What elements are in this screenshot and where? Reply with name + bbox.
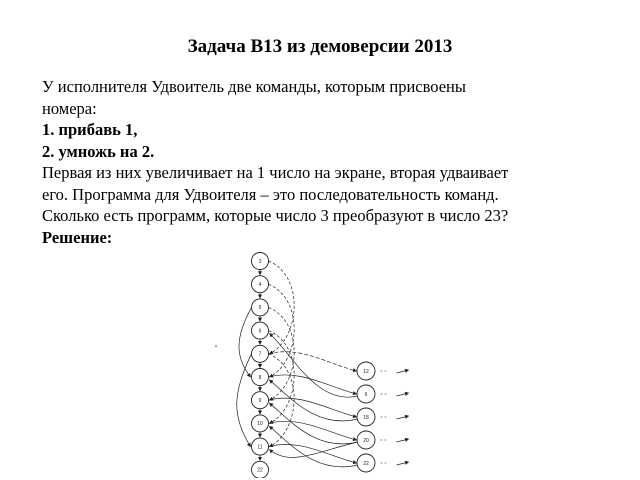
node-label: 12 [363,368,369,375]
left-node [252,322,269,339]
node-label: 6 [258,328,262,335]
node-label: 6 [364,391,368,398]
node-label: 4 [258,282,262,288]
intro-line-2: номера: [42,98,97,118]
left-node [252,392,269,409]
text-line-2: его. Программа для Удвоителя – это последовательность команд. [42,184,499,204]
node-label: 22 [363,460,369,467]
edge-out [397,439,409,442]
solution-graph [200,248,420,478]
left-node [252,415,269,432]
node-label: 10 [257,421,263,428]
edge-out [397,370,409,373]
left-node [252,461,269,478]
right-node [357,385,375,403]
left-node [252,276,269,293]
edge-to-left [270,334,358,398]
node-label: 7 [258,351,262,358]
command-1: 1. прибавь 1, [42,120,138,139]
edge-out [397,393,409,396]
left-node [252,345,269,362]
left-node [252,253,269,270]
node-label: 18 [363,414,369,421]
problem-text [42,76,612,248]
left-node [252,299,269,316]
left-node [252,369,269,386]
node-label: 9 [258,398,262,404]
right-node [357,362,375,380]
edge-to-right [269,444,357,463]
graph-nodes [252,253,376,479]
edge-out [397,416,409,419]
right-node [357,408,375,426]
node-label: 8 [258,374,262,381]
intro-line-1: У исполнителя Удвоитель две команды, которым присвоены [42,77,466,96]
slide-title: Задача B13 из демоверсии 2013 [187,36,453,57]
left-node [252,438,269,455]
edge-out [397,462,409,465]
node-label: 3 [258,258,262,265]
node-label: 11 [257,444,263,451]
right-node [357,431,375,449]
node-label: 5 [258,305,262,312]
command-2: 2. умножь на 2. [42,141,155,161]
stray-dot [215,345,217,347]
edge-to-left [270,426,358,467]
node-label: 20 [363,437,369,444]
text-line-1: Первая из них увеличивает на 1 число на экране, вторая удваивает [42,163,509,182]
node-label: 22 [257,467,263,474]
right-node [357,454,375,472]
solution-label: Решение: [42,227,113,247]
text-line-3: Сколько есть программ, которые число 3 преобразуют в число 23? [42,206,509,225]
edge-to-right [269,352,357,371]
edge-left-arc [239,307,252,377]
